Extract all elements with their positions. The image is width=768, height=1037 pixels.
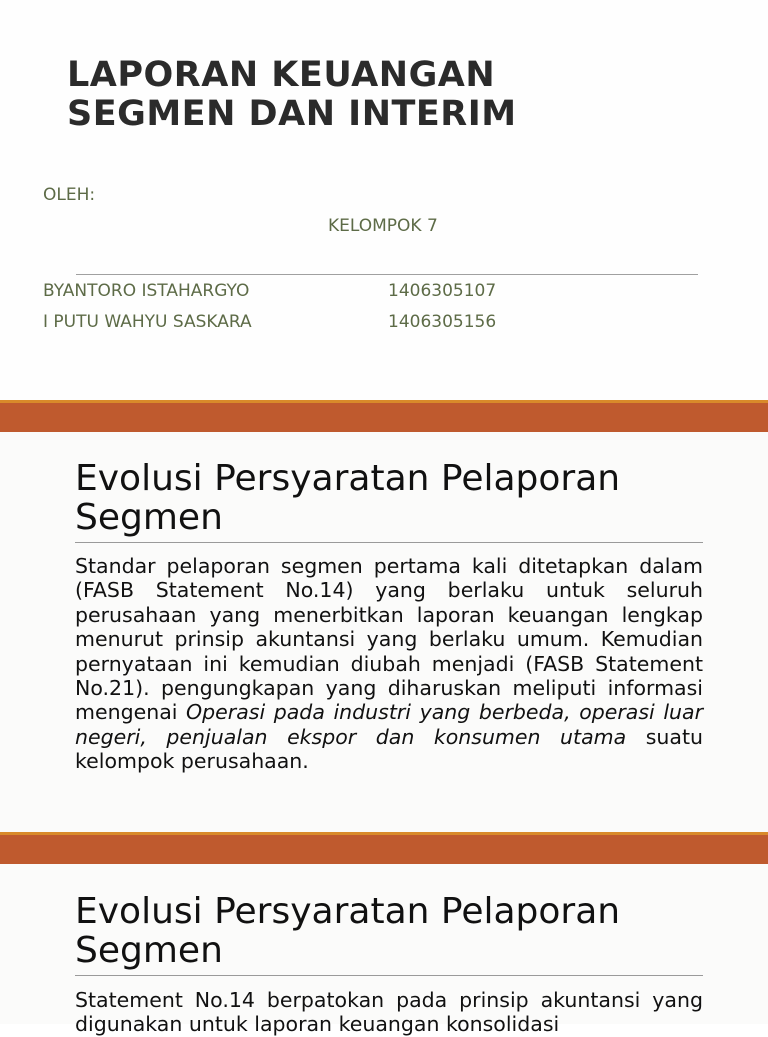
content-slide xyxy=(0,432,768,832)
body-emphasis: Operasi pada industri yang berbeda, operasi luar negeri, penjualan ekspor dan konsumen utama xyxy=(75,700,703,749)
member-name: I PUTU WAHYU SASKARA xyxy=(43,312,252,332)
group-label: KELOMPOK 7 xyxy=(328,216,438,236)
slide-separator xyxy=(0,400,768,432)
cover-divider-line xyxy=(76,274,698,275)
content-slide xyxy=(0,864,768,1037)
member-name: BYANTORO ISTAHARGYO xyxy=(43,281,250,301)
title-underline xyxy=(75,975,703,976)
cover-title xyxy=(67,56,517,134)
member-id: 1406305107 xyxy=(388,281,497,301)
cover-slide xyxy=(0,0,768,400)
by-label: OLEH: xyxy=(43,185,96,205)
slide-body: Statement No.14 berpatokan pada prinsip akuntansi yang digunakan untuk laporan keuangan konsolidasi xyxy=(75,988,703,1037)
body-text-end: suatu kelompok perusahaan. xyxy=(75,724,703,774)
slide-title: Evolusi Persyaratan Pelaporan Segmen xyxy=(75,891,621,971)
body-text: Standar pelaporan segmen pertama kali ditetapkan dalam (FASB Statement No.14) yang berlaku untuk seluruh perusahaan yang menerbitkan laporan keuangan lengkap menurut prinsip akuntansi yang berlaku umum. Kemudian pernyataan ini kemudian diubah menjadi (FASB Statement No.21). pengungkapan yang diharuskan meliputi informasi mengenai xyxy=(75,554,703,725)
cover-title-line1: LAPORAN KEUANGAN xyxy=(67,55,496,95)
slide-separator xyxy=(0,832,768,864)
member-id: 1406305156 xyxy=(388,312,497,332)
title-underline xyxy=(75,542,703,543)
cover-title-line2: SEGMEN DAN INTERIM xyxy=(67,94,517,134)
slide-body xyxy=(75,554,703,774)
slide-title: Evolusi Persyaratan Pelaporan Segmen xyxy=(75,458,621,538)
